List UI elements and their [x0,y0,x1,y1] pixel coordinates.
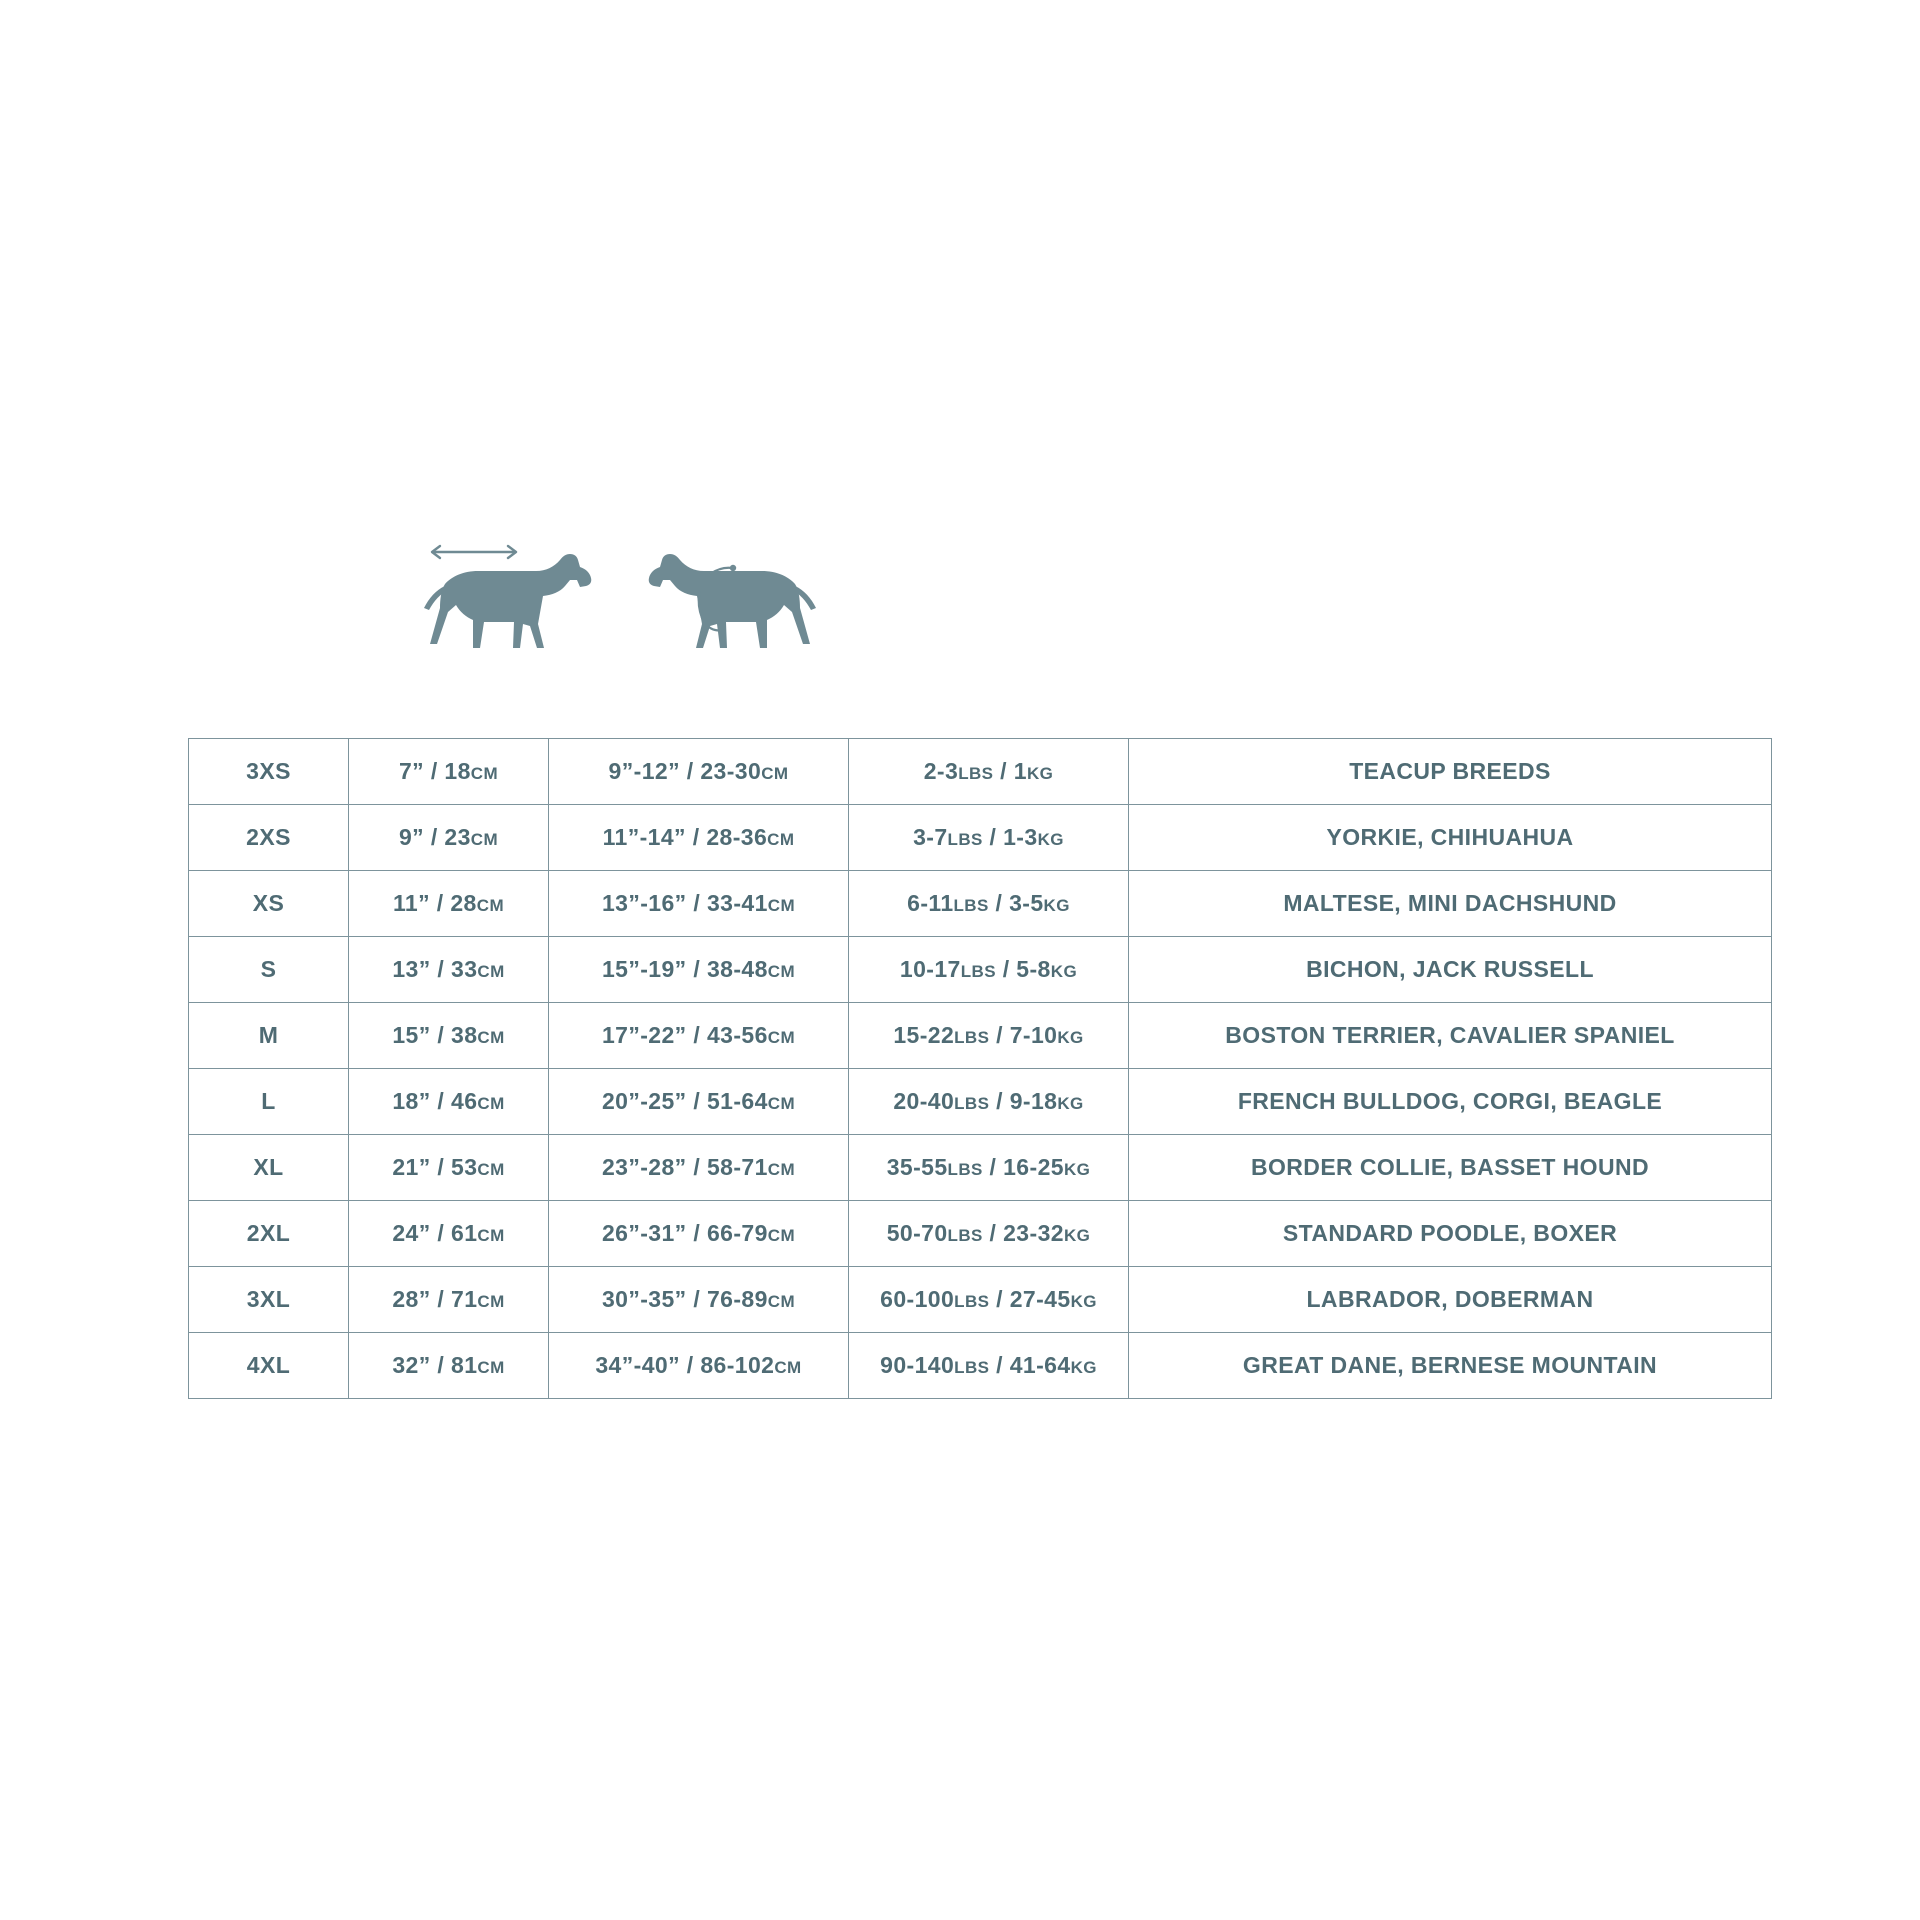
chest-value: 34”-40” / 86-102 [595,1352,775,1378]
weight-metric-unit: KG [1026,764,1054,783]
chest-value: 26”-31” / 66-79 [601,1220,768,1246]
cell-size: L [189,1069,349,1135]
cell-neck [349,739,549,805]
neck-unit: CM [477,1094,505,1113]
weight-value: 6-11 [907,890,954,916]
cell-breeds: STANDARD POODLE, BOXER [1129,1201,1772,1267]
weight-unit: LBS [947,1226,983,1245]
chest-value: 17”-22” / 43-56 [601,1022,768,1048]
cell-breeds: YORKIE, CHIHUAHUA [1129,805,1772,871]
cell-weight [849,1267,1129,1333]
neck-value: 11” / 28 [392,890,477,916]
cell-weight [849,1003,1129,1069]
neck-unit: CM [477,1028,505,1047]
weight-unit: LBS [954,1028,990,1047]
cell-chest [549,1267,849,1333]
cell-chest [549,871,849,937]
cell-size: 3XS [189,739,349,805]
chest-value: 11”-14” / 28-36 [602,824,768,850]
cell-size: 2XL [189,1201,349,1267]
cell-breeds: BOSTON TERRIER, CAVALIER SPANIEL [1129,1003,1772,1069]
weight-metric: / 16-25 [982,1154,1064,1180]
weight-metric: / 1 [993,758,1027,784]
weight-metric: / 3-5 [988,890,1044,916]
cell-chest [549,1003,849,1069]
cell-neck [349,1333,549,1399]
weight-metric: / 41-64 [989,1352,1071,1378]
chest-value: 20”-25” / 51-64 [601,1088,768,1114]
cell-breeds: TEACUP BREEDS [1129,739,1772,805]
cell-weight [849,871,1129,937]
weight-unit: LBS [947,830,983,849]
weight-metric: / 7-10 [989,1022,1058,1048]
cell-neck [349,1069,549,1135]
cell-chest [549,1333,849,1399]
cell-weight [849,1135,1129,1201]
chest-unit: CM [767,1160,796,1179]
size-chart-body [189,739,1772,1399]
cell-chest [549,739,849,805]
cell-breeds: FRENCH BULLDOG, CORGI, BEAGLE [1129,1069,1772,1135]
weight-metric: / 9-18 [989,1088,1058,1114]
cell-weight [849,1333,1129,1399]
neck-value: 32” / 81 [392,1352,478,1378]
cell-size: M [189,1003,349,1069]
neck-unit: CM [477,1160,505,1179]
neck-unit: CM [477,1292,505,1311]
double-headed-measure-arrow [432,546,516,558]
cell-breeds: GREAT DANE, BERNESE MOUNTAIN [1129,1333,1772,1399]
weight-value: 50-70 [886,1220,948,1246]
weight-value: 20-40 [893,1088,955,1114]
weight-metric-unit: KG [1037,830,1064,849]
weight-value: 35-55 [886,1154,948,1180]
weight-unit: LBS [954,1358,990,1377]
weight-unit: LBS [960,962,996,981]
table-row [189,1333,1772,1399]
chest-unit: CM [767,1292,796,1311]
cell-size: 2XS [189,805,349,871]
weight-metric-unit: KG [1063,1226,1091,1245]
neck-unit: CM [470,764,499,783]
chest-value: 13”-16” / 33-41 [601,890,768,916]
cell-chest [549,1201,849,1267]
neck-unit: CM [476,896,505,915]
weight-unit: LBS [958,764,994,783]
weight-metric-unit: KG [1070,1358,1097,1377]
chest-value: 15”-19” / 38-48 [601,956,768,982]
chest-unit: CM [767,896,796,915]
cell-chest [549,805,849,871]
chest-unit: CM [774,1358,802,1377]
cell-breeds: MALTESE, MINI DACHSHUND [1129,871,1772,937]
table-row [189,937,1772,1003]
weight-metric: / 5-8 [995,956,1051,982]
weight-value: 15-22 [893,1022,955,1048]
dog-measurement-illustration [410,540,830,680]
weight-metric-unit: KG [1063,1160,1091,1179]
cell-weight [849,1069,1129,1135]
chest-unit: CM [767,1028,796,1047]
weight-metric: / 23-32 [982,1220,1064,1246]
weight-value: 10-17 [899,956,961,982]
neck-unit: CM [477,1358,505,1377]
neck-unit: CM [477,1226,505,1245]
cell-chest [549,1069,849,1135]
table-row [189,1201,1772,1267]
weight-metric: / 1-3 [982,824,1038,850]
cell-neck [349,1267,549,1333]
cell-weight [849,1201,1129,1267]
weight-metric-unit: KG [1057,1028,1084,1047]
cell-size: S [189,937,349,1003]
neck-value: 21” / 53 [392,1154,478,1180]
weight-value: 3-7 [913,824,948,850]
weight-unit: LBS [954,1094,990,1113]
neck-value: 24” / 61 [392,1220,478,1246]
weight-unit: LBS [953,896,989,915]
weight-metric-unit: KG [1070,1292,1097,1311]
chest-unit: CM [761,764,789,783]
cell-weight [849,805,1129,871]
weight-value: 60-100 [880,1286,955,1312]
chest-unit: CM [767,962,796,981]
weight-metric-unit: KG [1050,962,1078,981]
table-row [189,1069,1772,1135]
chest-unit: CM [767,1226,796,1245]
neck-unit: CM [477,962,505,981]
chest-value: 30”-35” / 76-89 [601,1286,768,1312]
table-row [189,739,1772,805]
weight-unit: LBS [954,1292,990,1311]
chest-unit: CM [767,830,795,849]
chest-value: 9”-12” / 23-30 [608,758,762,784]
neck-unit: CM [470,830,499,849]
cell-neck [349,871,549,937]
neck-value: 18” / 46 [392,1088,478,1114]
weight-value: 2-3 [923,758,959,784]
cell-breeds: LABRADOR, DOBERMAN [1129,1267,1772,1333]
cell-size: XL [189,1135,349,1201]
cell-neck [349,805,549,871]
neck-value: 28” / 71 [392,1286,478,1312]
dog-side-view-neck-measure [424,554,591,648]
size-chart-table [188,738,1772,1399]
cell-chest [549,1135,849,1201]
cell-size: 4XL [189,1333,349,1399]
neck-value: 9” / 23 [398,824,471,850]
weight-metric-unit: KG [1043,896,1070,915]
cell-weight [849,739,1129,805]
cell-neck [349,1003,549,1069]
cell-size: 3XL [189,1267,349,1333]
cell-neck [349,1135,549,1201]
cell-weight [849,937,1129,1003]
table-row [189,1267,1772,1333]
neck-value: 15” / 38 [392,1022,478,1048]
cell-neck [349,1201,549,1267]
chest-unit: CM [767,1094,796,1113]
cell-breeds: BORDER COLLIE, BASSET HOUND [1129,1135,1772,1201]
chest-value: 23”-28” / 58-71 [601,1154,768,1180]
neck-value: 13” / 33 [392,956,478,982]
weight-value: 90-140 [880,1352,955,1378]
weight-metric-unit: KG [1057,1094,1084,1113]
weight-unit: LBS [947,1160,983,1179]
cell-size: XS [189,871,349,937]
cell-breeds: BICHON, JACK RUSSELL [1129,937,1772,1003]
neck-value: 7” / 18 [398,758,471,784]
cell-neck [349,937,549,1003]
table-row [189,1135,1772,1201]
table-row [189,1003,1772,1069]
table-row [189,805,1772,871]
cell-chest [549,937,849,1003]
table-row [189,871,1772,937]
weight-metric: / 27-45 [989,1286,1071,1312]
